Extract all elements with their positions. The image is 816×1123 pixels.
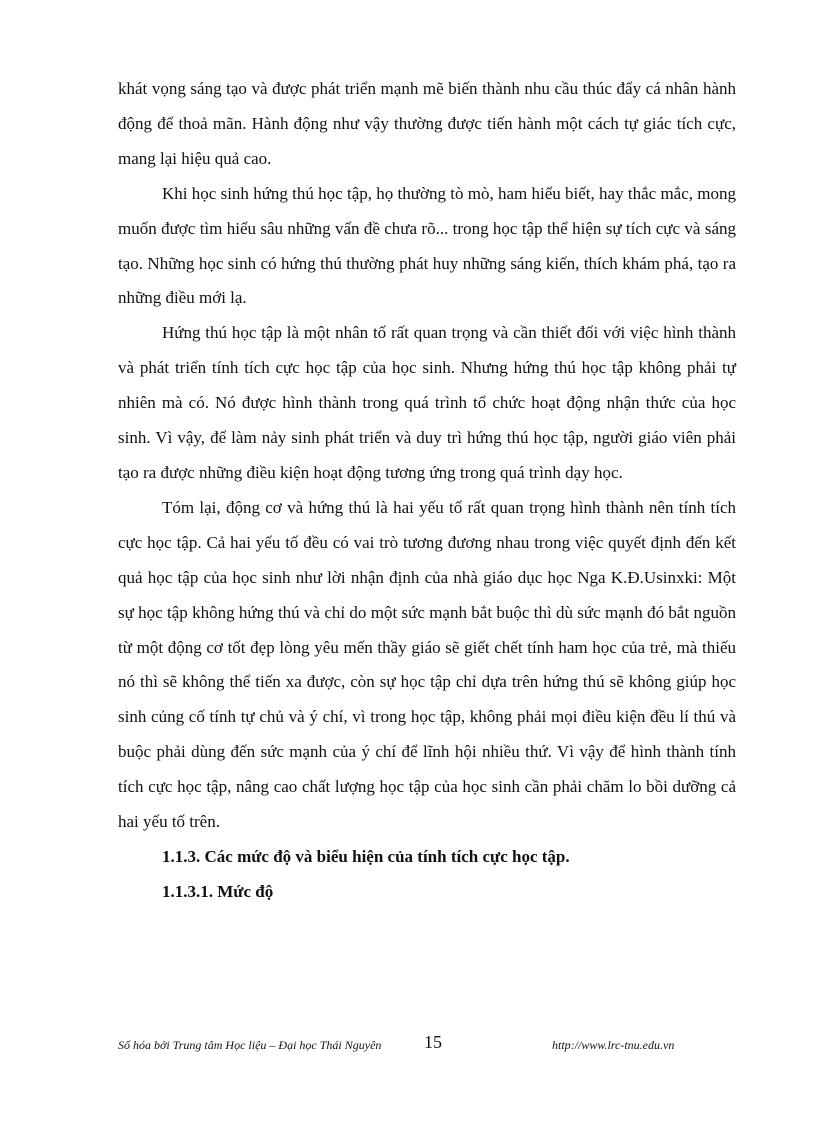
document-body [118, 72, 736, 910]
page-footer [118, 1030, 736, 1060]
footer-source: Số hóa bởi Trung tâm Học liệu – Đại học Thái Nguyên [118, 1038, 382, 1052]
page-number: 15 [424, 1032, 442, 1052]
subsection-heading: 1.1.3.1. Mức độ [162, 881, 274, 901]
paragraph-interest-factor: Hứng thú học tập là một nhân tố rất quan trọng và cần thiết đối với việc hình thành và phát triển tính tích cực học tập của học sinh. Nhưng hứng thú học tập không phải tự nhiên mà có. Nó được hình thành trong quá trình tổ chức hoạt động nhận thức của học sinh. Vì vậy, để làm nảy sinh phát triển và duy trì hứng thú học tập, người giáo viên phải tạo ra được những điều kiện hoạt động tương ứng trong quá trình dạy học. [118, 323, 736, 482]
footer-url: http://www.lrc-tnu.edu.vn [552, 1038, 675, 1052]
paragraph-summary: Tóm lại, động cơ và hứng thú là hai yếu tố rất quan trọng hình thành nên tính tích cực học tập. Cả hai yếu tố đều có vai trò tương đương nhau trong việc quyết định đến kết quả học tập của học sinh như lời nhận định của nhà giáo dục học Nga K.Đ.Usinxki: Một sự học tập không hứng thú và chỉ do một sức mạnh bắt buộc thì dù sức mạnh đó bắt nguồn từ một động cơ tốt đẹp lòng yêu mến thầy giáo sẽ giết chết tính ham học của trẻ, mà thiếu nó thì sẽ không thể tiến xa được, còn sự học tập chỉ dựa trên hứng thú sẽ không giúp học sinh củng cố tính tự chủ và ý chí, vì trong học tập, không phải mọi điều kiện đều lí thú và buộc phải dùng đến sức mạnh của ý chí để lĩnh hội nhiều thứ. Vì vậy để hình thành tính tích cực học tập, nâng cao chất lượng học tập của học sinh cần phải chăm lo bồi dưỡng cả hai yếu tố trên. [118, 497, 736, 832]
paragraph-interest-curiosity: Khi học sinh hứng thú học tập, họ thường tò mò, ham hiểu biết, hay thắc mắc, mong muốn được tìm hiểu sâu những vấn đề chưa rõ... trong học tập thể hiện sự tích cực và sáng tạo. Những học sinh có hứng thú thường phát huy những sáng kiến, thích khám phá, tạo ra những điều mới lạ. [118, 183, 736, 308]
section-heading: 1.1.3. Các mức độ và biểu hiện của tính tích cực học tập. [162, 846, 570, 866]
paragraph-continuation: khát vọng sáng tạo và được phát triển mạnh mẽ biến thành nhu cầu thúc đẩy cá nhân hành động để thoả mãn. Hành động như vậy thường được tiến hành một cách tự giác tích cực, mang lại hiệu quả cao. [118, 79, 736, 168]
